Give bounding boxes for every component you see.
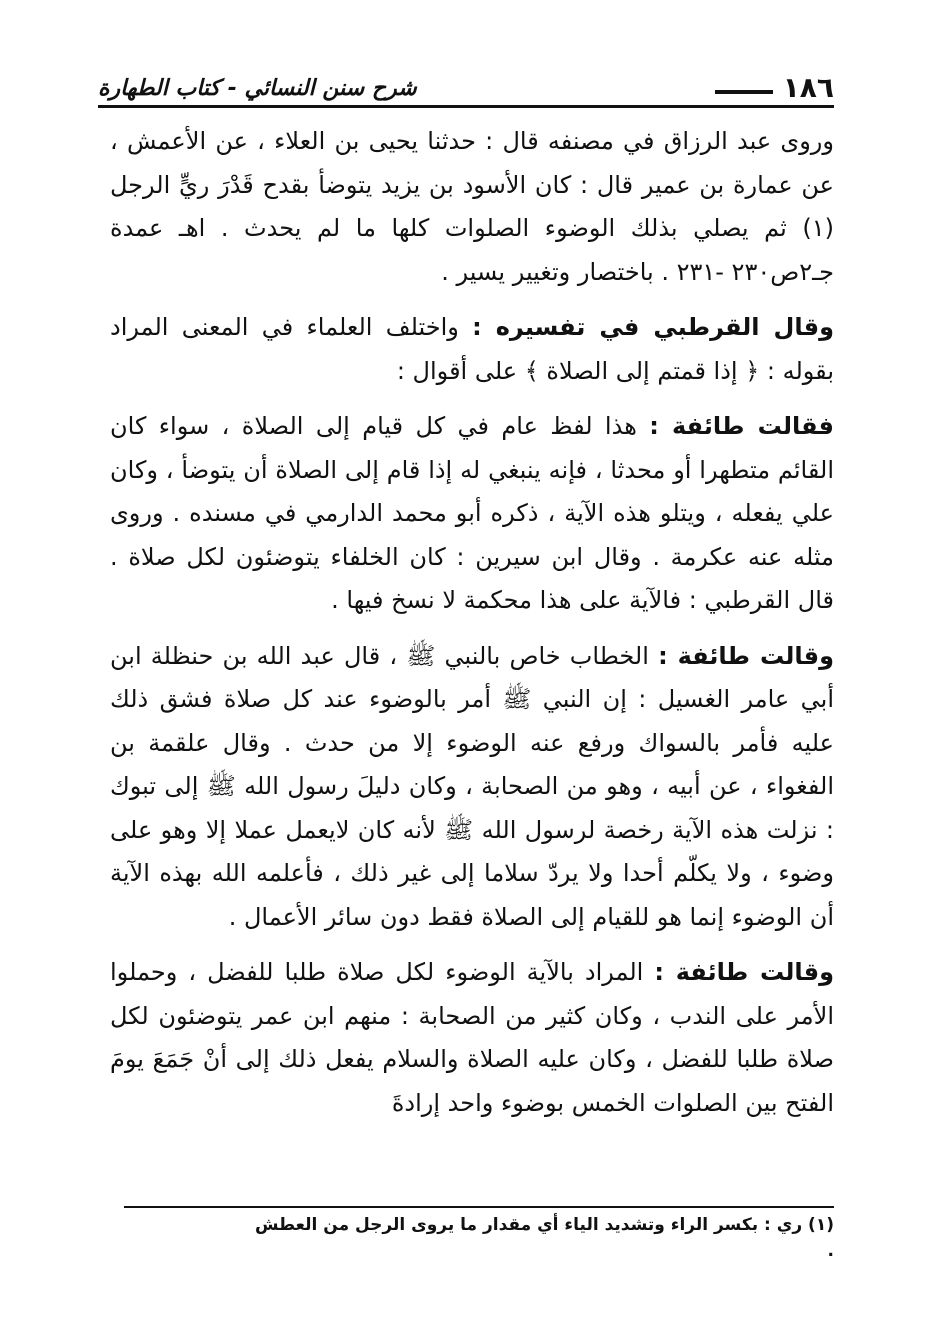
paragraph-2-lead: وقال القرطبي في تفسيره : <box>472 313 834 341</box>
header-dash <box>715 90 773 94</box>
main-text <box>110 120 834 1125</box>
paragraph-5 <box>110 951 834 1125</box>
paragraph-2-text: واختلف العلماء في المعنى المراد بقوله : ﴿ إذا قمتم إلى الصلاة ﴾ على أقوال : <box>110 313 834 385</box>
running-title: شرح سنن النسائي - كتاب الطهارة <box>98 76 417 101</box>
footnote-rule <box>124 1206 834 1208</box>
paragraph-5-lead: وقالت طائفة : <box>654 958 835 986</box>
paragraph-3 <box>110 405 834 623</box>
paragraph-5-text: المراد بالآية الوضوء لكل صلاة طلبا للفضل ، وحملوا الأمر على الندب ، وكان كثير من الصحابة : منهم ابن عمر يتوضئون لكل صلاة طلبا للفضل ، وكان عليه الصلاة والسلام يفعل ذلك إلى أنْ جَمَعَ يومَ الفتح بين الصلوات الخمس بوضوء واحد إرادةَ <box>110 958 834 1117</box>
page-number-block <box>715 71 834 104</box>
page-number: ١٨٦ <box>782 71 834 104</box>
paragraph-3-text: هذا لفظ عام في كل قيام إلى الصلاة ، سواء كان القائم متطهرا أو محدثا ، فإنه ينبغي له إذا قام إلى الصلاة أن يتوضأ ، وكان علي يفعله ، ويتلو هذه الآية ، ذكره أبو محمد الدارمي في مسنده . وروى مثله عنه عكرمة . وقال ابن سيرين : كان الخلفاء يتوضئون لكل صلاة . قال القرطبي : فالآية على هذا محكمة لا نسخ فيها . <box>110 412 834 614</box>
paragraph-4-text: الخطاب خاص بالنبي ﷺ ، قال عبد الله بن حنظلة ابن أبي عامر الغسيل : إن النبي ﷺ أمر بالوضوء عند كل صلاة فشق ذلك عليه فأمر بالسواك ورفع عنه الوضوء إلا من حدث . وقال علقمة بن الفغواء ، عن أبيه ، وهو من الصحابة ، وكان دليلَ رسول الله ﷺ إلى تبوك : نزلت هذه الآية رخصة لرسول الله ﷺ لأنه كان لايعمل عملا إلا وهو على وضوء ، ولا يكلّم أحدا ولا يردّ سلاما إلى غير ذلك ، فأعلمه الله بهذه الآية أن الوضوء إنما هو للقيام إلى الصلاة فقط دون سائر الأعمال . <box>110 641 834 931</box>
paragraph-2 <box>110 306 834 393</box>
page-header <box>98 54 834 102</box>
header-rule <box>98 105 834 108</box>
footnote: (١) ري : بكسر الراء وتشديد الياء أي مقدار ما يروى الرجل من العطش . <box>254 1215 834 1261</box>
paragraph-3-lead: فقالت طائفة : <box>649 412 834 440</box>
paragraph-4 <box>110 635 834 940</box>
paragraph-1: وروى عبد الرزاق في مصنفه قال : حدثنا يحيى بن العلاء ، عن الأعمش ، عن عمارة بن عمير قال : كان الأسود بن يزيد يتوضأ بقدح قَدْرَ ريٍّ الرجل (١) ثم يصلي بذلك الوضوء الصلوات كلها ما لم يحدث . اهـ عمدة جـ٢ص٢٣٠ -٢٣١ . باختصار وتغيير يسير . <box>110 127 834 286</box>
paragraph-4-lead: وقالت طائفة : <box>658 641 835 670</box>
